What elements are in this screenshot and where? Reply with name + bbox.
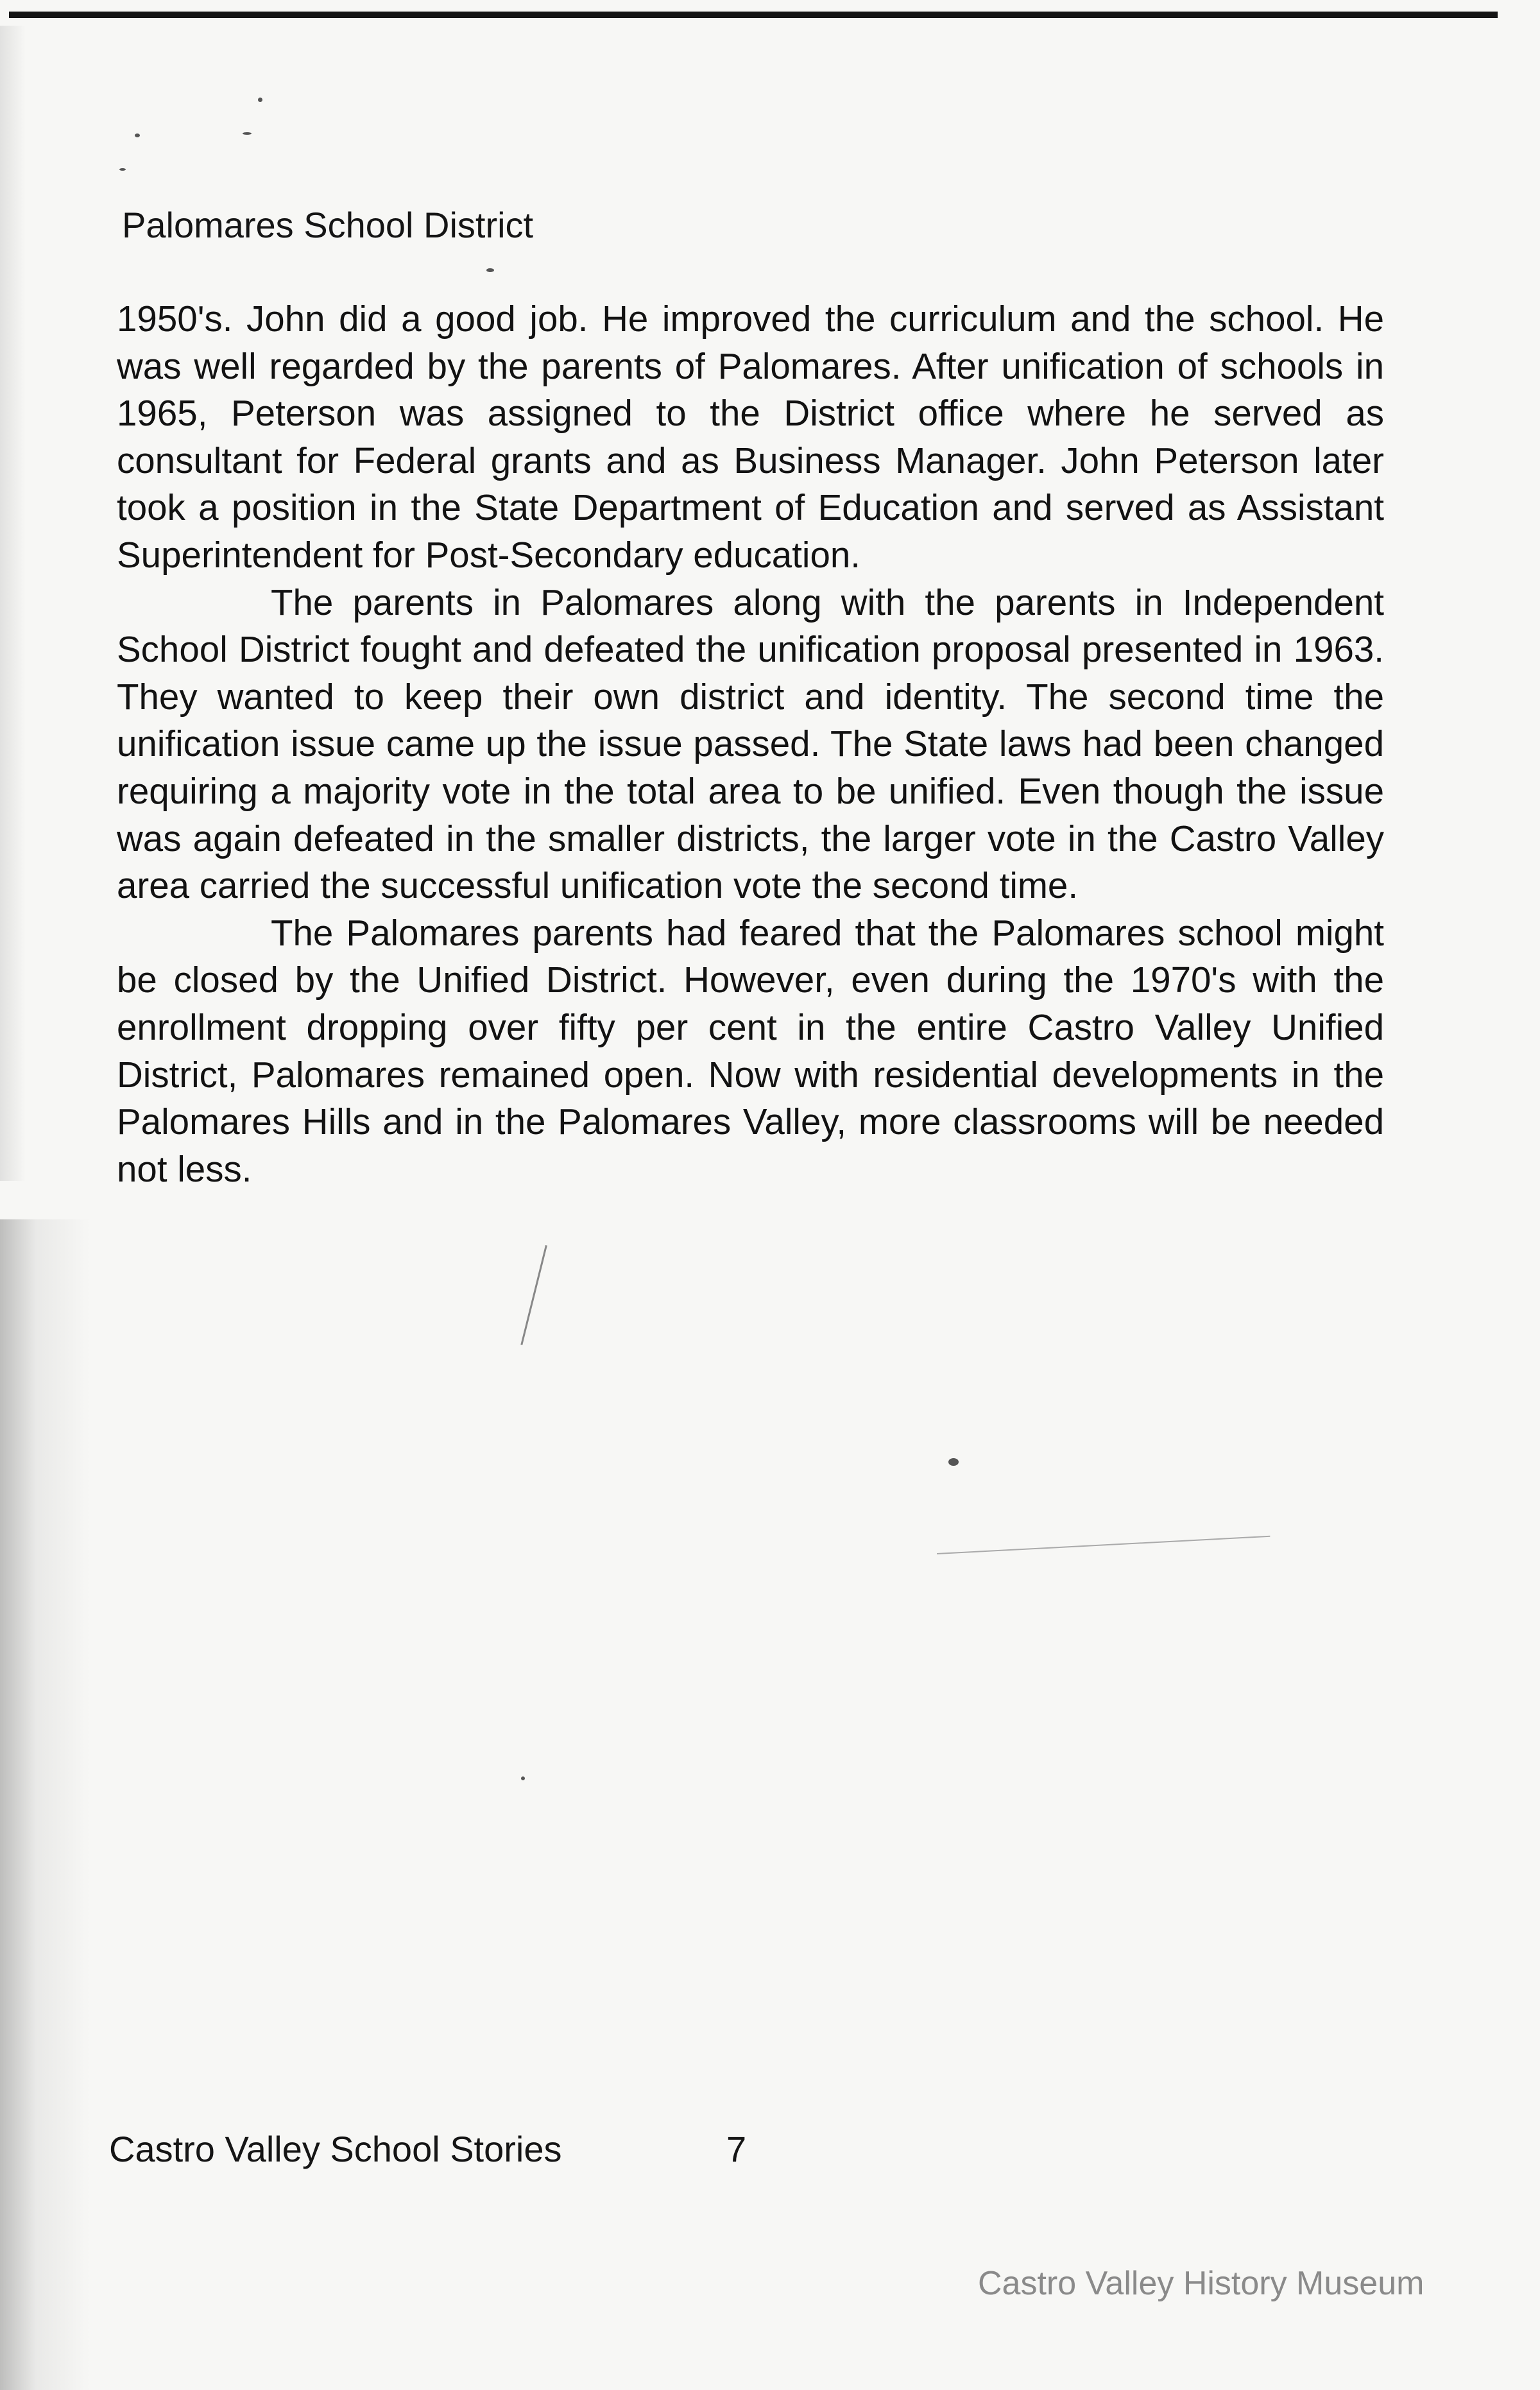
scan-edge-shadow-top [0,26,26,1181]
top-rule [9,12,1498,18]
body-text [117,295,1384,1192]
scan-speck [948,1458,959,1466]
scan-edge-shadow [0,1219,90,2390]
scan-speck [135,133,140,137]
paragraph-1: 1950's. John did a good job. He improved the curriculum and the school. He was well regarded by the parents of Palomares. After unification of schools in 1965, Peterson was assigned to the District office where he served as consultant for Federal grants and as Business Manager. John Peterson later took a position in the State Department of Education and served as Assistant Superintendent for Post-Secondary education. [117,298,1384,575]
scan-speck [258,98,262,102]
footer-book-title: Castro Valley School Stories [109,2129,562,2169]
page-header: Palomares School District [122,205,534,245]
scan-speck [243,132,252,135]
paragraph-3: The Palomares parents had feared that the Palomares school might be closed by the Unified District. However, even during the 1970's with the enrollment dropping over fifty per cent in the entire Castro Valley Unified District, Palomares remained open. Now with residential developments in the Palomares Hills and in the Palomares Valley, more classrooms will be needed not less. [117,912,1384,1189]
scan-scratch [520,1245,547,1345]
scan-speck [119,168,126,171]
page-number: 7 [726,2129,747,2169]
scan-speck [521,1776,525,1780]
scan-speck [486,268,494,272]
paragraph-2: The parents in Palomares along with the parents in Independent School District fought and defeated the unification proposal presented in 1963. They wanted to keep their own district and identity. The second time the unification issue came up the issue passed. The State laws had been changed requiring a majority vote in the total area to be unified. Even though the issue was again defeated in the smaller districts, the larger vote in the Castro Valley area carried the successful unification vote the second time. [117,581,1384,906]
watermark: Castro Valley History Museum [978,2265,1425,2302]
scan-scratch [937,1536,1270,1554]
